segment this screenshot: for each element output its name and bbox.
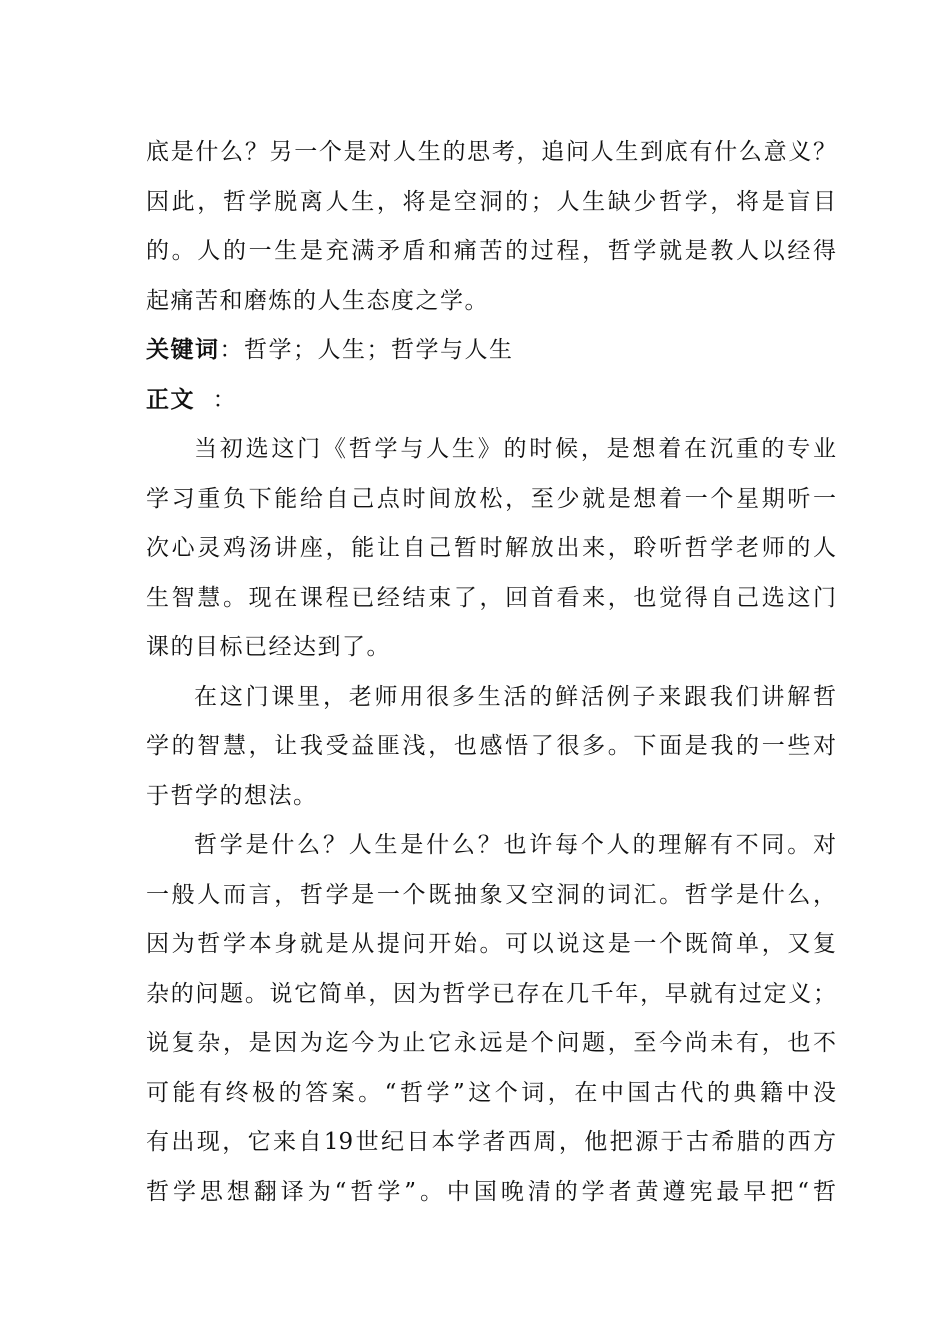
- keywords-text: ：哲学；人生；哲学与人生: [219, 337, 514, 363]
- paragraph-line: 在这门课里，老师用很多生活的鲜活例子来跟我们讲解哲: [194, 683, 836, 710]
- keywords-label: 关键词: [146, 337, 220, 363]
- body-heading-label: 正文: [146, 386, 195, 413]
- paragraph-line: 杂的问题。说它简单，因为哲学已存在几千年，早就有过定义；: [146, 980, 836, 1007]
- body-heading-suffix: ：: [195, 386, 238, 413]
- abstract-line: 的。人的一生是充满矛盾和痛苦的过程，哲学就是教人以经得: [146, 238, 836, 264]
- paragraph-line: 可能有终极的答案。“哲学”这个词，在中国古代的典籍中没: [146, 1079, 836, 1106]
- keywords-line: [146, 326, 836, 376]
- paragraph-line: 课的目标已经达到了。: [146, 634, 391, 660]
- paragraph-line: 学习重负下能给自己点时间放松，至少就是想着一个星期听一: [146, 485, 836, 512]
- document-body: [146, 128, 836, 1217]
- paragraph-line: 当初选这门《哲学与人生》的时候，是想着在沉重的专业: [194, 436, 836, 462]
- paragraph-line: 生智慧。现在课程已经结束了，回首看来，也觉得自己选这门: [146, 584, 836, 611]
- abstract-line: 底是什么？另一个是对人生的思考，追问人生到底有什么意义？: [146, 139, 836, 165]
- paragraph-line: 有出现，它来自19世纪日本学者西周，他把源于古希腊的西方: [146, 1129, 836, 1155]
- paragraph-line: 学的智慧，让我受益匪浅，也感悟了很多。下面是我的一些对: [146, 733, 836, 759]
- paragraph-line: 于哲学的想法。: [146, 782, 318, 809]
- paragraph-line: 哲学思想翻译为“哲学”。中国晚清的学者黄遵宪最早把“哲: [146, 1178, 836, 1205]
- paragraph-line: 说复杂，是因为迄今为止它永远是个问题，至今尚未有，也不: [146, 1030, 836, 1056]
- paragraph-line: 因为哲学本身就是从提问开始。可以说这是一个既简单，又复: [146, 931, 836, 957]
- abstract-line: 因此，哲学脱离人生，将是空洞的；人生缺少哲学，将是盲目: [146, 188, 836, 215]
- paragraph-line: 次心灵鸡汤讲座，能让自己暂时解放出来，聆听哲学老师的人: [146, 535, 836, 561]
- paragraph-line: 哲学是什么？人生是什么？也许每个人的理解有不同。对: [194, 832, 836, 858]
- paragraph-line: 一般人而言，哲学是一个既抽象又空洞的词汇。哲学是什么，: [146, 881, 836, 908]
- abstract-line: 起痛苦和磨炼的人生态度之学。: [146, 287, 489, 314]
- body-heading-line: [146, 376, 836, 426]
